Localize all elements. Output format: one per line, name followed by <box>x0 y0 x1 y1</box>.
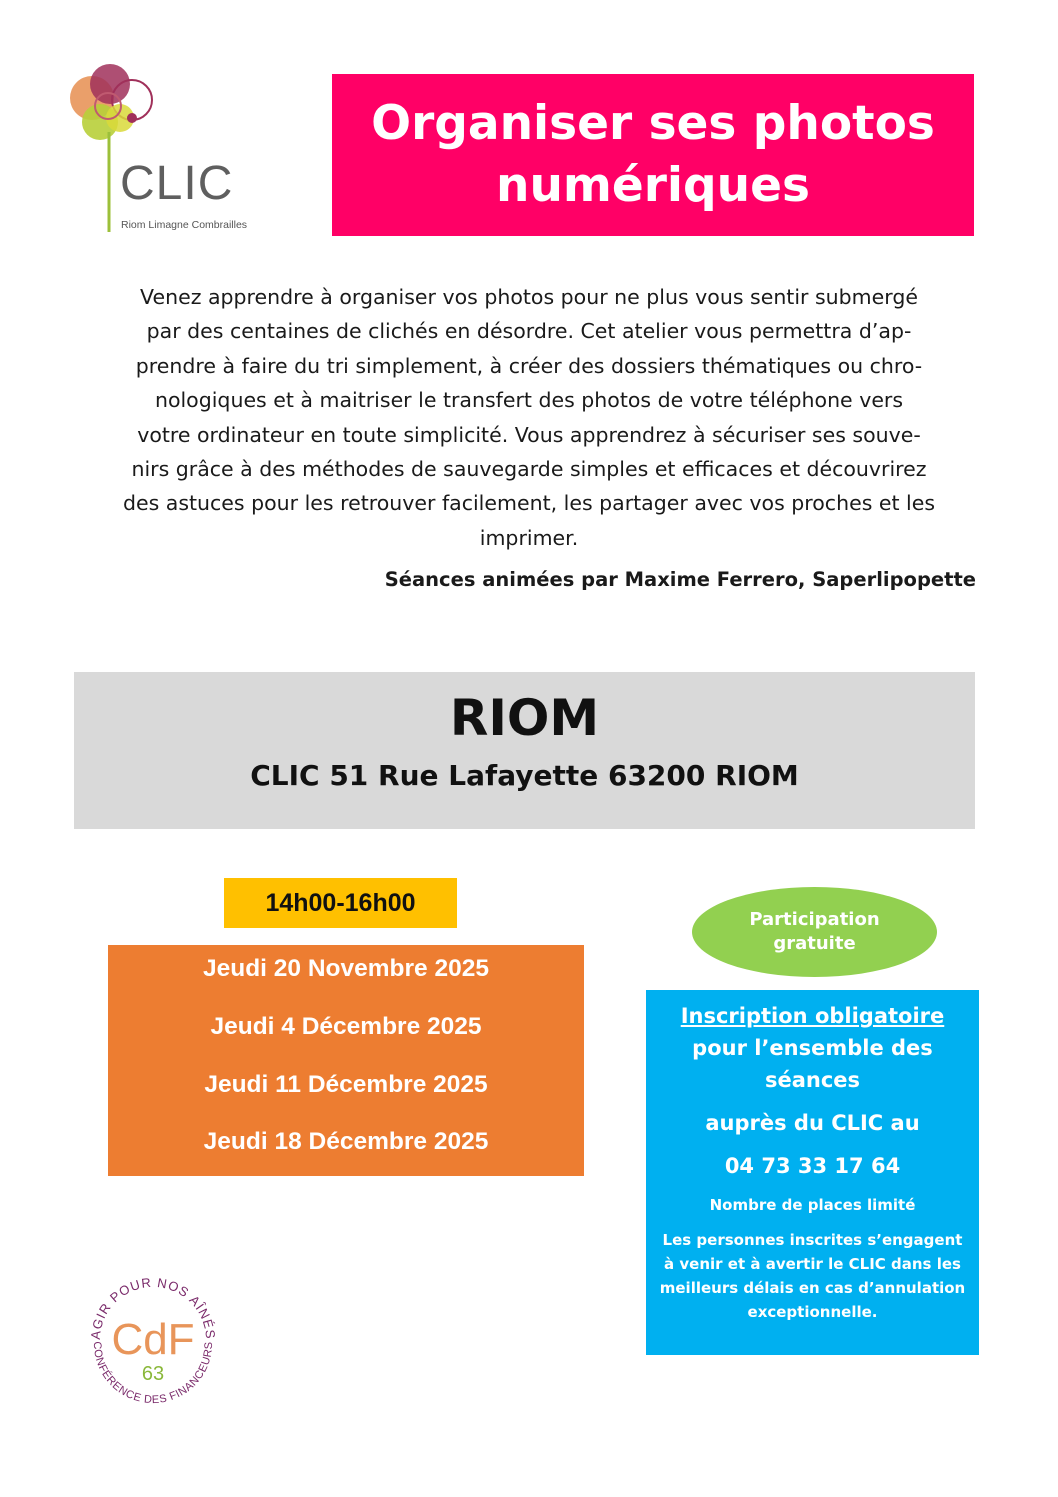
registration-note: Les personnes inscrites s’engagent à venir et à avertir le CLIC dans les meilleurs délais en cas d’annulation exceptionnelle. <box>659 1231 966 1321</box>
registration-box <box>646 990 979 1355</box>
date-item: Jeudi 11 Décembre 2025 <box>204 1071 488 1098</box>
title-banner <box>332 74 974 236</box>
description-line: nirs grâce à des méthodes de sauvegarde simples et efficaces et découvrirez <box>131 457 927 482</box>
cdf-ring-top: AGIR POUR NOS AÎNÉS <box>87 1274 219 1341</box>
location-city: RIOM <box>449 689 600 747</box>
clic-tree-icon <box>62 62 262 242</box>
date-item: Jeudi 20 Novembre 2025 <box>203 955 489 982</box>
cdf-seal-icon <box>78 1262 228 1412</box>
date-item: Jeudi 4 Décembre 2025 <box>210 1013 482 1040</box>
registration-subtitle: pour l’ensemble des séances <box>692 1036 933 1092</box>
time-badge <box>224 878 457 928</box>
description-line: Venez apprendre à organiser vos photos pour ne plus vous sentir submergé <box>140 285 918 309</box>
description-line: par des centaines de clichés en désordre. Cet atelier vous permettra d’ap- <box>146 319 912 344</box>
clic-logo <box>62 62 262 242</box>
clic-wordmark: CLIC <box>120 157 234 210</box>
dates-box <box>108 945 584 1176</box>
cdf-letters: CdF <box>111 1315 195 1364</box>
description-line: votre ordinateur en toute simplicité. Vous apprendrez à sécuriser ses souve- <box>137 422 921 447</box>
time-text: 14h00-16h00 <box>265 888 416 917</box>
description-line: des astuces pour les retrouver facilement, les partager avec vos proches et les <box>122 491 936 516</box>
date-item: Jeudi 18 Décembre 2025 <box>203 1128 489 1155</box>
participation-text: Participation gratuite <box>749 909 880 954</box>
registration-phone: 04 73 33 17 64 <box>724 1154 901 1178</box>
participation-badge <box>692 887 937 977</box>
cdf-logo <box>78 1262 228 1412</box>
registration-with: auprès du CLIC au <box>705 1111 920 1135</box>
registration-limited: Nombre de places limité <box>709 1196 916 1214</box>
clic-tagline: Riom Limagne Combrailles <box>121 219 248 231</box>
cdf-ring-bottom: CONFÉRENCE DES FINANCEURS <box>90 1341 216 1407</box>
location-box <box>74 672 975 829</box>
description-line: prendre à faire du tri simplement, à créer des dossiers thématiques ou chro- <box>135 353 923 378</box>
page-title: Organiser ses photos numériques <box>371 96 935 213</box>
description <box>78 280 980 555</box>
cdf-number: 63 <box>141 1363 165 1385</box>
description-line: imprimer. <box>479 525 579 550</box>
registration-title: Inscription obligatoire <box>680 1004 945 1028</box>
location-address: CLIC 51 Rue Lafayette 63200 RIOM <box>250 759 799 792</box>
presenters-credit: Séances animées par Maxime Ferrero, Saperlipopette <box>384 568 976 591</box>
description-line: nologiques et à maitriser le transfert des photos de votre téléphone vers <box>154 388 904 413</box>
